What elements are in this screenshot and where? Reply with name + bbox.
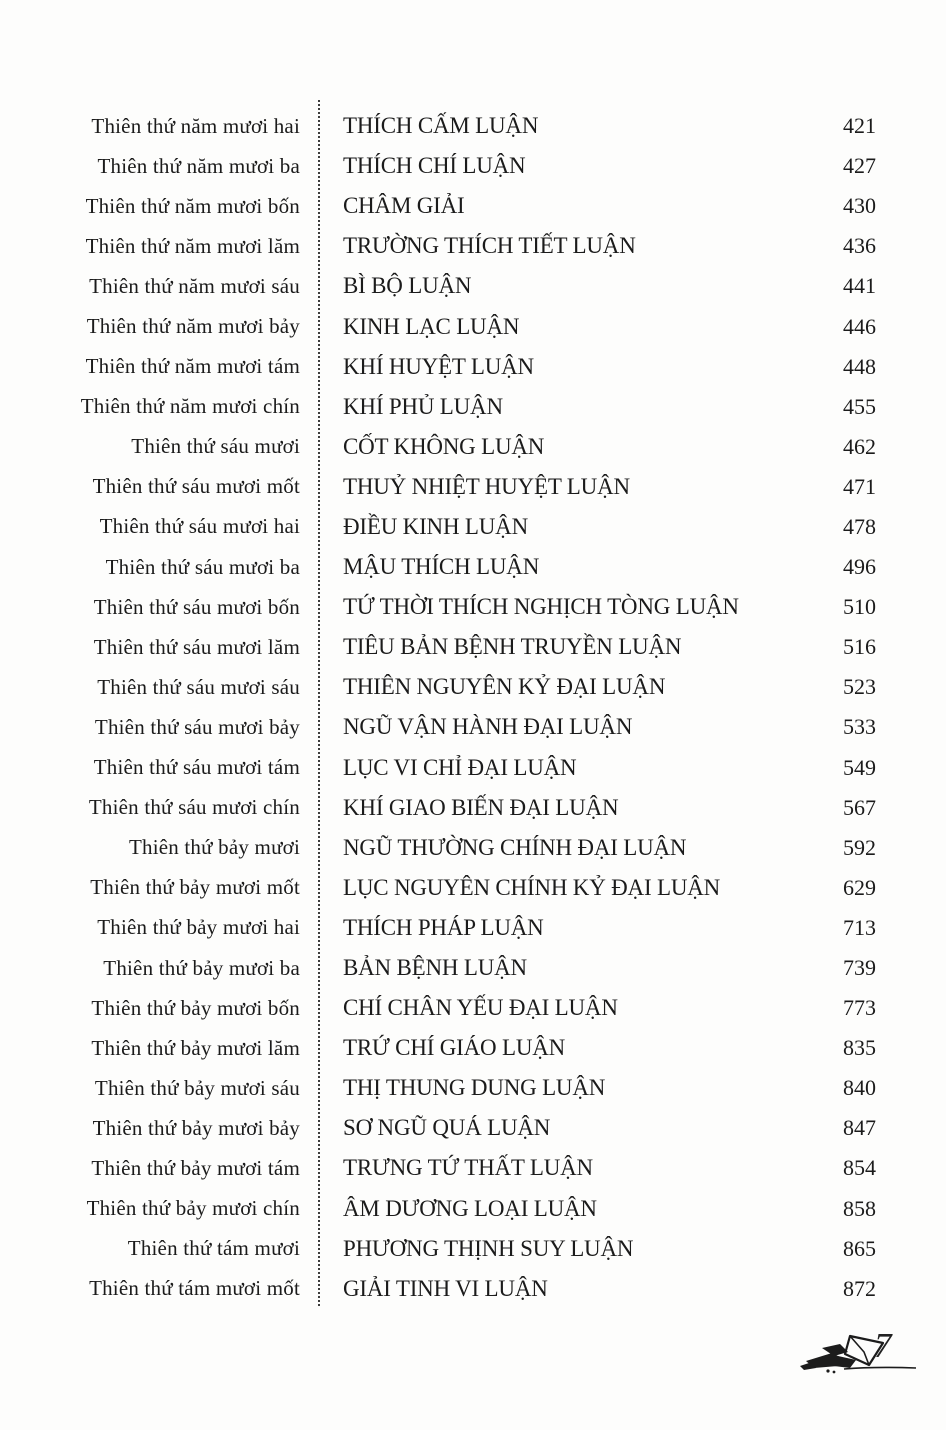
chapter-ordinal: Thiên thứ bảy mươi xyxy=(128,835,300,860)
chapter-title: TRƯNG TỨ THẤT LUẬN xyxy=(343,1155,593,1181)
chapter-page-number: 523 xyxy=(843,674,876,700)
toc-row xyxy=(0,828,876,868)
chapter-title: TRƯỜNG THÍCH TIẾT LUẬN xyxy=(343,233,636,259)
chapter-title: THÍCH CHÍ LUẬN xyxy=(343,153,526,179)
toc-row xyxy=(0,106,876,146)
chapter-ordinal: Thiên thứ năm mươi sáu xyxy=(89,273,300,298)
ink-ornament xyxy=(798,1328,928,1380)
toc-row xyxy=(0,427,876,467)
chapter-title: THIÊN NGUYÊN KỶ ĐẠI LUẬN xyxy=(343,674,666,700)
chapter-ordinal: Thiên thứ sáu mươi hai xyxy=(99,514,300,539)
chapter-page-number: 430 xyxy=(843,193,876,219)
toc-row xyxy=(0,587,876,627)
chapter-title: KHÍ PHỦ LUẬN xyxy=(343,393,503,419)
chapter-ordinal: Thiên thứ bảy mươi chín xyxy=(86,1196,300,1221)
chapter-title: GIẢI TINH VI LUẬN xyxy=(343,1275,548,1301)
chapter-ordinal: Thiên thứ năm mươi hai xyxy=(91,113,300,138)
chapter-page-number: 510 xyxy=(843,594,876,620)
chapter-title: KHÍ HUYỆT LUẬN xyxy=(343,353,534,379)
toc-row xyxy=(0,547,876,587)
chapter-title: KHÍ GIAO BIẾN ĐẠI LUẬN xyxy=(343,794,619,820)
chapter-title: BẢN BỆNH LUẬN xyxy=(343,955,527,981)
toc-row xyxy=(0,266,876,306)
toc-row xyxy=(0,667,876,707)
chapter-ordinal: Thiên thứ năm mươi bảy xyxy=(86,314,300,339)
chapter-ordinal: Thiên thứ sáu mươi tám xyxy=(93,755,300,780)
chapter-page-number: 835 xyxy=(843,1035,876,1061)
toc-row xyxy=(0,707,876,747)
chapter-title: NGŨ THƯỜNG CHÍNH ĐẠI LUẬN xyxy=(343,834,687,860)
toc-row xyxy=(0,988,876,1028)
chapter-title: LỤC NGUYÊN CHÍNH KỶ ĐẠI LUẬN xyxy=(343,874,721,900)
chapter-page-number: 629 xyxy=(843,874,876,900)
chapter-page-number: 854 xyxy=(843,1155,876,1181)
toc-row xyxy=(0,948,876,988)
chapter-page-number: 446 xyxy=(843,313,876,339)
toc-row xyxy=(0,1229,876,1269)
chapter-title: THUỶ NHIỆT HUYỆT LUẬN xyxy=(343,473,630,499)
chapter-title: CHÍ CHÂN YẾU ĐẠI LUẬN xyxy=(343,995,618,1021)
chapter-ordinal: Thiên thứ sáu mươi bốn xyxy=(93,594,300,619)
chapter-ordinal: Thiên thứ bảy mươi bốn xyxy=(91,995,300,1020)
chapter-page-number: 567 xyxy=(843,794,876,820)
chapter-title: TỨ THỜI THÍCH NGHỊCH TÒNG LUẬN xyxy=(343,594,739,620)
chapter-page-number: 478 xyxy=(843,513,876,539)
chapter-page-number: 448 xyxy=(843,353,876,379)
toc-row xyxy=(0,1148,876,1188)
chapter-ordinal: Thiên thứ năm mươi chín xyxy=(80,394,300,419)
chapter-ordinal: Thiên thứ năm mươi lăm xyxy=(85,233,300,258)
toc-row xyxy=(0,1068,876,1108)
chapter-ordinal: Thiên thứ sáu mươi bảy xyxy=(94,714,300,739)
chapter-ordinal: Thiên thứ sáu mươi xyxy=(131,434,300,459)
chapter-title: NGŨ VẬN HÀNH ĐẠI LUẬN xyxy=(343,714,633,740)
chapter-ordinal: Thiên thứ bảy mươi ba xyxy=(103,955,300,980)
chapter-page-number: 847 xyxy=(843,1115,876,1141)
chapter-page-number: 549 xyxy=(843,754,876,780)
toc-row xyxy=(0,186,876,226)
toc-row xyxy=(0,306,876,346)
chapter-title: THỊ THUNG DUNG LUẬN xyxy=(343,1075,606,1101)
chapter-title: MẬU THÍCH LUẬN xyxy=(343,554,540,580)
chapter-page-number: 462 xyxy=(843,433,876,459)
chapter-page-number: 713 xyxy=(843,914,876,940)
chapter-ordinal: Thiên thứ sáu mươi chín xyxy=(88,795,300,820)
chapter-title: PHƯƠNG THỊNH SUY LUẬN xyxy=(343,1235,634,1261)
chapter-ordinal: Thiên thứ bảy mươi hai xyxy=(97,915,300,940)
chapter-page-number: 441 xyxy=(843,273,876,299)
toc-row xyxy=(0,748,876,788)
toc-row xyxy=(0,1028,876,1068)
chapter-page-number: 455 xyxy=(843,393,876,419)
toc-list xyxy=(0,106,876,1309)
chapter-ordinal: Thiên thứ năm mươi ba xyxy=(97,153,300,178)
chapter-ordinal: Thiên thứ năm mươi bốn xyxy=(85,193,300,218)
toc-row xyxy=(0,507,876,547)
chapter-page-number: 516 xyxy=(843,634,876,660)
chapter-title: ÂM DƯƠNG LOẠI LUẬN xyxy=(343,1195,597,1221)
toc-row xyxy=(0,467,876,507)
toc-row xyxy=(0,788,876,828)
toc-row xyxy=(0,387,876,427)
chapter-page-number: 872 xyxy=(843,1275,876,1301)
chapter-ordinal: Thiên thứ bảy mươi mốt xyxy=(90,875,300,900)
chapter-ordinal: Thiên thứ tám mươi xyxy=(127,1236,300,1261)
chapter-page-number: 739 xyxy=(843,955,876,981)
chapter-title: SƠ NGŨ QUÁ LUẬN xyxy=(343,1115,551,1141)
chapter-page-number: 865 xyxy=(843,1235,876,1261)
chapter-ordinal: Thiên thứ bảy mươi lăm xyxy=(91,1035,300,1060)
toc-row xyxy=(0,1269,876,1309)
chapter-page-number: 427 xyxy=(843,153,876,179)
toc-row xyxy=(0,146,876,186)
chapter-title: LỤC VI CHỈ ĐẠI LUẬN xyxy=(343,754,577,780)
toc-row xyxy=(0,226,876,266)
chapter-ordinal: Thiên thứ bảy mươi tám xyxy=(91,1155,300,1180)
toc-row xyxy=(0,1189,876,1229)
toc-row xyxy=(0,908,876,948)
chapter-title: TRỨ CHÍ GIÁO LUẬN xyxy=(343,1035,566,1061)
chapter-page-number: 858 xyxy=(843,1195,876,1221)
chapter-title: THÍCH CẤM LUẬN xyxy=(343,113,539,139)
page-footer xyxy=(798,1328,928,1380)
chapter-page-number: 773 xyxy=(843,995,876,1021)
chapter-title: CHÂM GIẢI xyxy=(343,193,465,219)
chapter-page-number: 840 xyxy=(843,1075,876,1101)
chapter-page-number: 533 xyxy=(843,714,876,740)
chapter-ordinal: Thiên thứ bảy mươi bảy xyxy=(92,1115,300,1140)
chapter-page-number: 421 xyxy=(843,113,876,139)
chapter-ordinal: Thiên thứ sáu mươi sáu xyxy=(97,674,300,699)
chapter-ordinal: Thiên thứ tám mươi mốt xyxy=(89,1276,300,1301)
chapter-title: THÍCH PHÁP LUẬN xyxy=(343,914,544,940)
chapter-title: TIÊU BẢN BỆNH TRUYỀN LUẬN xyxy=(343,634,682,660)
chapter-ordinal: Thiên thứ bảy mươi sáu xyxy=(94,1075,300,1100)
toc-row xyxy=(0,347,876,387)
toc-row xyxy=(0,1108,876,1148)
toc-row xyxy=(0,627,876,667)
chapter-page-number: 496 xyxy=(843,554,876,580)
chapter-title: CỐT KHÔNG LUẬN xyxy=(343,433,545,459)
chapter-ordinal: Thiên thứ sáu mươi ba xyxy=(105,554,300,579)
chapter-title: BÌ BỘ LUẬN xyxy=(343,273,472,299)
chapter-ordinal: Thiên thứ sáu mươi lăm xyxy=(93,634,300,659)
chapter-title: ĐIỀU KINH LUẬN xyxy=(343,513,528,539)
toc-row xyxy=(0,868,876,908)
chapter-ordinal: Thiên thứ sáu mươi mốt xyxy=(92,474,300,499)
footer-page-number: 7 xyxy=(874,1326,892,1365)
chapter-page-number: 471 xyxy=(843,473,876,499)
chapter-ordinal: Thiên thứ năm mươi tám xyxy=(85,354,300,379)
chapter-title: KINH LẠC LUẬN xyxy=(343,313,520,339)
chapter-page-number: 592 xyxy=(843,834,876,860)
chapter-page-number: 436 xyxy=(843,233,876,259)
